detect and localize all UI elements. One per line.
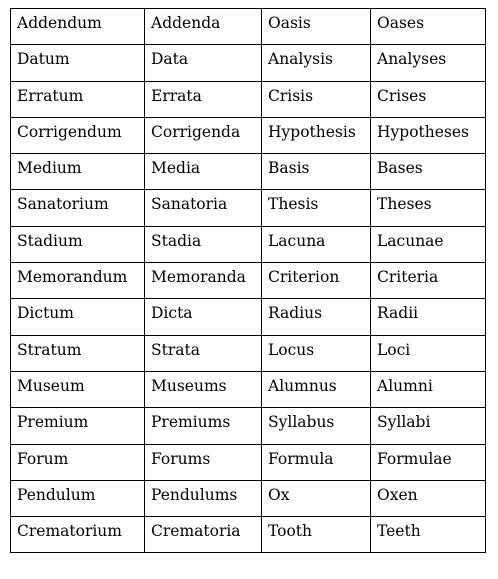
table-row (11, 408, 486, 444)
plural-forms-table (10, 8, 486, 553)
plural-cell: Oases (371, 9, 486, 45)
singular-cell: Criterion (262, 263, 371, 299)
singular-cell: Museum (11, 371, 145, 407)
plural-cell: Theses (371, 190, 486, 226)
singular-cell: Crisis (262, 81, 371, 117)
plural-cell: Crematoria (145, 517, 262, 553)
plural-cell: Dicta (145, 299, 262, 335)
table-row (11, 444, 486, 480)
table-row (11, 226, 486, 262)
plural-cell: Addenda (145, 9, 262, 45)
plural-cell: Bases (371, 154, 486, 190)
singular-cell: Datum (11, 45, 145, 81)
plural-cell: Lacunae (371, 226, 486, 262)
table-row (11, 517, 486, 553)
table-row (11, 9, 486, 45)
plural-cell: Stadia (145, 226, 262, 262)
singular-cell: Medium (11, 154, 145, 190)
table-row (11, 371, 486, 407)
plural-cell: Hypotheses (371, 117, 486, 153)
plural-cell: Museums (145, 371, 262, 407)
singular-cell: Analysis (262, 45, 371, 81)
plural-cell: Premiums (145, 408, 262, 444)
singular-cell: Forum (11, 444, 145, 480)
singular-cell: Thesis (262, 190, 371, 226)
plural-cell: Criteria (371, 263, 486, 299)
table-body (11, 9, 486, 553)
singular-cell: Stratum (11, 335, 145, 371)
table-row (11, 81, 486, 117)
singular-cell: Ox (262, 480, 371, 516)
table-row (11, 263, 486, 299)
singular-cell: Formula (262, 444, 371, 480)
plural-cell: Errata (145, 81, 262, 117)
singular-cell: Hypothesis (262, 117, 371, 153)
table-row (11, 117, 486, 153)
table-row (11, 299, 486, 335)
plural-cell: Formulae (371, 444, 486, 480)
singular-cell: Corrigendum (11, 117, 145, 153)
singular-cell: Crematorium (11, 517, 145, 553)
singular-cell: Erratum (11, 81, 145, 117)
singular-cell: Premium (11, 408, 145, 444)
plural-cell: Media (145, 154, 262, 190)
singular-cell: Alumnus (262, 371, 371, 407)
singular-cell: Stadium (11, 226, 145, 262)
plural-cell: Syllabi (371, 408, 486, 444)
singular-cell: Tooth (262, 517, 371, 553)
singular-cell: Basis (262, 154, 371, 190)
plural-cell: Forums (145, 444, 262, 480)
plural-cell: Analyses (371, 45, 486, 81)
singular-cell: Lacuna (262, 226, 371, 262)
plural-cell: Alumni (371, 371, 486, 407)
plural-cell: Crises (371, 81, 486, 117)
plural-cell: Loci (371, 335, 486, 371)
plural-cell: Corrigenda (145, 117, 262, 153)
plural-cell: Sanatoria (145, 190, 262, 226)
table-row (11, 335, 486, 371)
singular-cell: Addendum (11, 9, 145, 45)
singular-cell: Oasis (262, 9, 371, 45)
plural-forms-sheet (10, 8, 486, 553)
plural-cell: Radii (371, 299, 486, 335)
singular-cell: Radius (262, 299, 371, 335)
table-row (11, 190, 486, 226)
plural-cell: Oxen (371, 480, 486, 516)
table-row (11, 154, 486, 190)
plural-cell: Teeth (371, 517, 486, 553)
table-row (11, 480, 486, 516)
plural-cell: Pendulums (145, 480, 262, 516)
table-row (11, 45, 486, 81)
plural-cell: Data (145, 45, 262, 81)
singular-cell: Syllabus (262, 408, 371, 444)
singular-cell: Memorandum (11, 263, 145, 299)
plural-cell: Memoranda (145, 263, 262, 299)
plural-cell: Strata (145, 335, 262, 371)
singular-cell: Pendulum (11, 480, 145, 516)
singular-cell: Locus (262, 335, 371, 371)
singular-cell: Dictum (11, 299, 145, 335)
singular-cell: Sanatorium (11, 190, 145, 226)
